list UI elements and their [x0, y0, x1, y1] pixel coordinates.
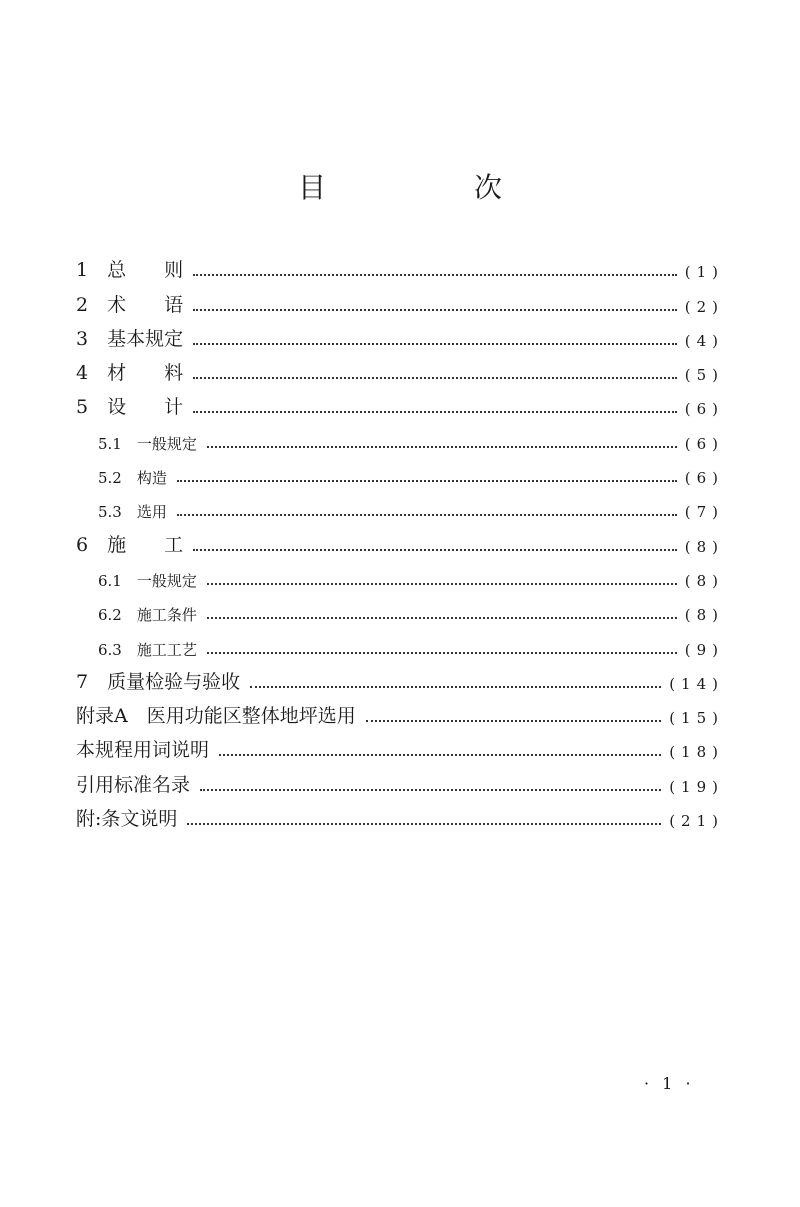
dot-leader	[207, 583, 677, 585]
toc-entry-label: 5 设 计	[76, 396, 184, 419]
toc-entry-page: (8)	[684, 571, 724, 590]
toc-entry-page: (8)	[684, 606, 724, 625]
toc-entry-page: (6)	[684, 469, 724, 488]
page-number: · 1 ·	[644, 1074, 695, 1093]
toc-entry-label: 6.2 施工条件	[98, 606, 197, 625]
toc-entry-wording-explanation[interactable]	[76, 732, 724, 766]
toc-entry-label: 7 质量检验与验收	[76, 670, 241, 693]
toc-entry-page: (18)	[669, 743, 724, 762]
toc-entry-basic-requirements[interactable]	[76, 321, 724, 355]
toc-entry-materials[interactable]	[76, 355, 724, 389]
toc-entry-terms[interactable]	[76, 286, 724, 320]
toc-entry-general[interactable]	[76, 252, 724, 286]
toc-entry-label: 附:条文说明	[76, 808, 178, 831]
toc-entry-page: (9)	[684, 640, 724, 659]
toc-entry-page: (15)	[669, 709, 724, 728]
toc-entry-design-construction[interactable]	[76, 458, 724, 492]
dot-leader	[207, 652, 677, 654]
toc-entry-label: 5.1 一般规定	[98, 434, 197, 453]
toc-entry-page: (19)	[669, 777, 724, 796]
dot-leader	[200, 789, 661, 791]
dot-leader	[207, 617, 677, 619]
toc-entry-label: 6 施 工	[76, 533, 184, 556]
toc-entry-page: (1)	[684, 263, 724, 282]
toc-entry-construction[interactable]	[76, 526, 724, 560]
toc-entry-page: (2)	[684, 297, 724, 316]
toc-entry-construction-process[interactable]	[76, 629, 724, 663]
dot-leader	[193, 549, 677, 551]
toc-entry-page: (6)	[684, 434, 724, 453]
toc-entry-label: 引用标准名录	[76, 773, 191, 796]
dot-leader	[250, 686, 661, 688]
dot-leader	[193, 274, 677, 276]
page-title: 目 次	[297, 171, 562, 204]
toc-entry-page: (4)	[684, 331, 724, 350]
dot-leader	[177, 480, 677, 482]
dot-leader	[177, 514, 677, 516]
toc-entry-page: (14)	[669, 674, 724, 693]
dot-leader	[219, 754, 661, 756]
dot-leader	[193, 309, 677, 311]
toc-entry-label: 附录A 医用功能区整体地坪选用	[76, 705, 356, 728]
table-of-contents	[76, 252, 724, 835]
toc-entry-label: 4 材 料	[76, 362, 184, 385]
toc-entry-page: (8)	[684, 537, 724, 556]
toc-entry-appendix-a[interactable]	[76, 698, 724, 732]
toc-entry-label: 5.2 构造	[98, 469, 167, 488]
toc-entry-label: 6.3 施工工艺	[98, 640, 197, 659]
toc-entry-design[interactable]	[76, 389, 724, 423]
toc-entry-page: (6)	[684, 400, 724, 419]
toc-entry-label: 2 术 语	[76, 293, 184, 316]
toc-entry-label: 1 总 则	[76, 259, 184, 282]
dot-leader	[187, 823, 661, 825]
toc-entry-construction-general[interactable]	[76, 561, 724, 595]
dot-leader	[193, 411, 677, 413]
toc-entry-label: 本规程用词说明	[76, 739, 210, 762]
toc-entry-quality-inspection[interactable]	[76, 664, 724, 698]
dot-leader	[366, 720, 661, 722]
toc-entry-cited-standards[interactable]	[76, 766, 724, 800]
toc-entry-label: 5.3 选用	[98, 503, 167, 522]
dot-leader	[207, 446, 677, 448]
toc-entry-design-selection[interactable]	[76, 492, 724, 526]
toc-entry-page: (5)	[684, 366, 724, 385]
toc-entry-clause-explanation[interactable]	[76, 801, 724, 835]
toc-entry-design-general[interactable]	[76, 423, 724, 457]
toc-entry-page: (21)	[669, 812, 724, 831]
toc-entry-label: 6.1 一般规定	[98, 571, 197, 590]
toc-entry-construction-conditions[interactable]	[76, 595, 724, 629]
toc-entry-label: 3 基本规定	[76, 327, 184, 350]
dot-leader	[193, 377, 677, 379]
dot-leader	[193, 343, 677, 345]
toc-entry-page: (7)	[684, 503, 724, 522]
